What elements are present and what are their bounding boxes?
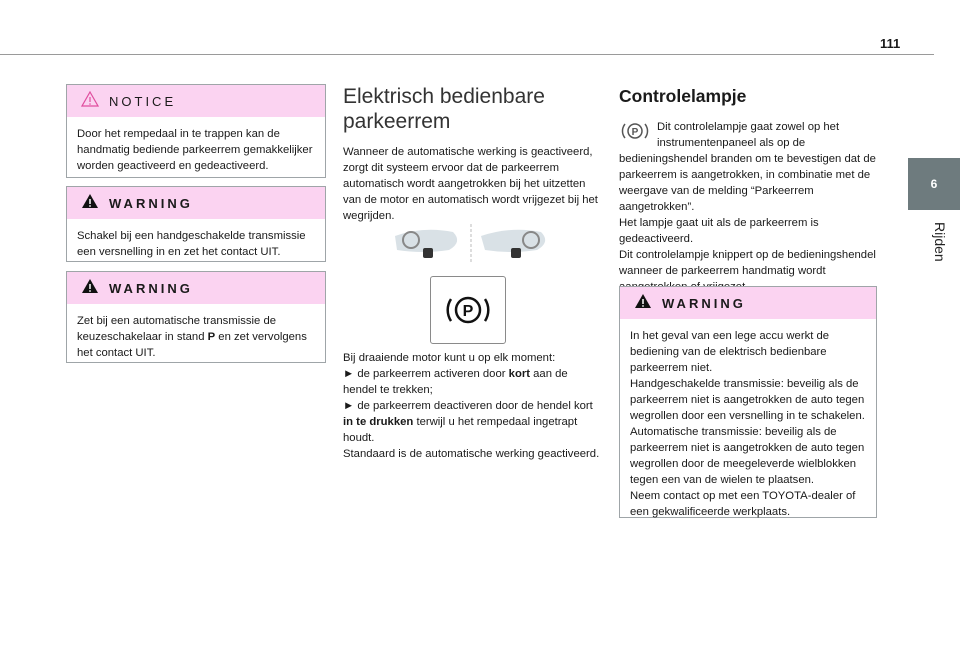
warning-title-2: WARNING: [109, 280, 193, 296]
parking-brake-icon: [431, 277, 505, 343]
parking-brake-button: [430, 276, 506, 344]
chapter-tab: 6: [908, 158, 960, 210]
epb-usage: [343, 350, 603, 462]
warning-body-3: [620, 319, 876, 530]
warning-box-2: [66, 271, 326, 363]
chapter-title: Rijden: [932, 222, 948, 262]
top-rule: [0, 54, 934, 55]
epb-item-1-a: ► de parkeerrem activeren door: [343, 368, 509, 380]
epb-item-1-bold: kort: [508, 368, 530, 380]
lamp-heading: Controlelampje: [619, 86, 747, 106]
warning-text-2-bold: P: [207, 331, 216, 343]
notice-header: [67, 85, 325, 117]
epb-item-1: [343, 366, 603, 398]
warning-text-2: [67, 304, 325, 371]
warning-header-1: [67, 187, 325, 219]
warning-outline-icon: [81, 91, 99, 112]
warning-header-2: [67, 272, 325, 304]
epb-item-2-b: terwijl u het rempedaal ingetrapt houdt.: [343, 416, 578, 444]
lamp-text-body: Dit controlelampje gaat zowel op het instrumentenpaneel als op de bedieningshendel branden om te bevestigen dat de parkeerrem is aangetrokken, in combinatie met de weergave van de melding “Parkeerrem aangetrokken”.: [619, 121, 876, 213]
warning-3-p1: In het geval van een lege accu werkt de bediening van de elektrisch bedienbare parkeerrem niet.: [630, 330, 830, 374]
epb-item-2-a: ► de parkeerrem deactiveren door de hendel kort: [343, 400, 593, 412]
warning-filled-icon: [81, 193, 99, 214]
notice-text: Door het rempedaal in te trappen kan de handmatig bediende parkeerrem gemakkelijker worden geactiveerd en gedeactiveerd.: [77, 128, 313, 172]
warning-text-1: Schakel bij een handgeschakelde transmissie een versnelling in en zet het contact UIT.: [77, 230, 306, 258]
warning-3-p2: Handgeschakelde transmissie: beveilig als de parkeerrem niet is aangetrokken de auto tegen wegrollen door een versnelling in te schakelen.: [630, 378, 865, 422]
page-number: 111: [880, 36, 901, 51]
parking-brake-lamp-icon: [619, 119, 651, 148]
warning-3-p4: Neem contact op met een TOYOTA-dealer of een gekwalificeerde werkplaats.: [630, 490, 856, 518]
warning-filled-icon: [81, 278, 99, 299]
epb-intro: Wanneer de automatische werking is geactiveerd, zorgt dit systeem ervoor dat de parkeerrem automatisch wordt aangetrokken bij het uitzetten van de motor en automatisch wordt vrijgezet bij het wegrijden.: [343, 146, 598, 222]
lamp-text-3: Dit controlelampje knippert op de bedieningshendel wanneer de parkeerrem handmatig wordt: [619, 249, 876, 277]
lever-illustration: [393, 220, 563, 273]
warning-box-1: [66, 186, 326, 262]
svg-text:P: P: [631, 127, 639, 138]
epb-item-2: [343, 398, 603, 446]
notice-box: [66, 84, 326, 178]
lamp-section: [619, 86, 877, 295]
warning-box-3: [619, 286, 877, 518]
lamp-text-2: Het lampje gaat uit als de parkeerrem is gedeactiveerd.: [619, 217, 819, 245]
warning-header-3: [620, 287, 876, 319]
epb-item-2-bold: in te drukken: [343, 416, 414, 428]
epb-section: [343, 84, 603, 224]
svg-text:P: P: [462, 303, 474, 320]
warning-filled-icon: [634, 293, 652, 314]
warning-title-1: WARNING: [109, 195, 193, 211]
warning-text-2-b: en zet vervolgens het contact UIT.: [77, 331, 307, 359]
epb-default: Standaard is de automatische werking geactiveerd.: [343, 448, 600, 460]
lamp-text: [619, 119, 877, 215]
epb-heading: Elektrisch bedienbare parkeerrem: [343, 85, 545, 133]
epb-item-1-b: aan de hendel te trekken;: [343, 368, 568, 396]
warning-3-p3: Automatische transmissie: beveilig als de parkeerrem niet is aangetrokken de auto tegen wegrollen door de meegeleverde wielblokken tegen een van de wielen te plaatsen.: [630, 426, 865, 486]
warning-title-3: WARNING: [662, 295, 746, 311]
notice-title: NOTICE: [109, 93, 177, 109]
epb-moment: Bij draaiende motor kunt u op elk moment:: [343, 352, 556, 364]
warning-text-2-a: Zet bij een automatische transmissie de keuzeschakelaar in stand: [77, 315, 277, 343]
